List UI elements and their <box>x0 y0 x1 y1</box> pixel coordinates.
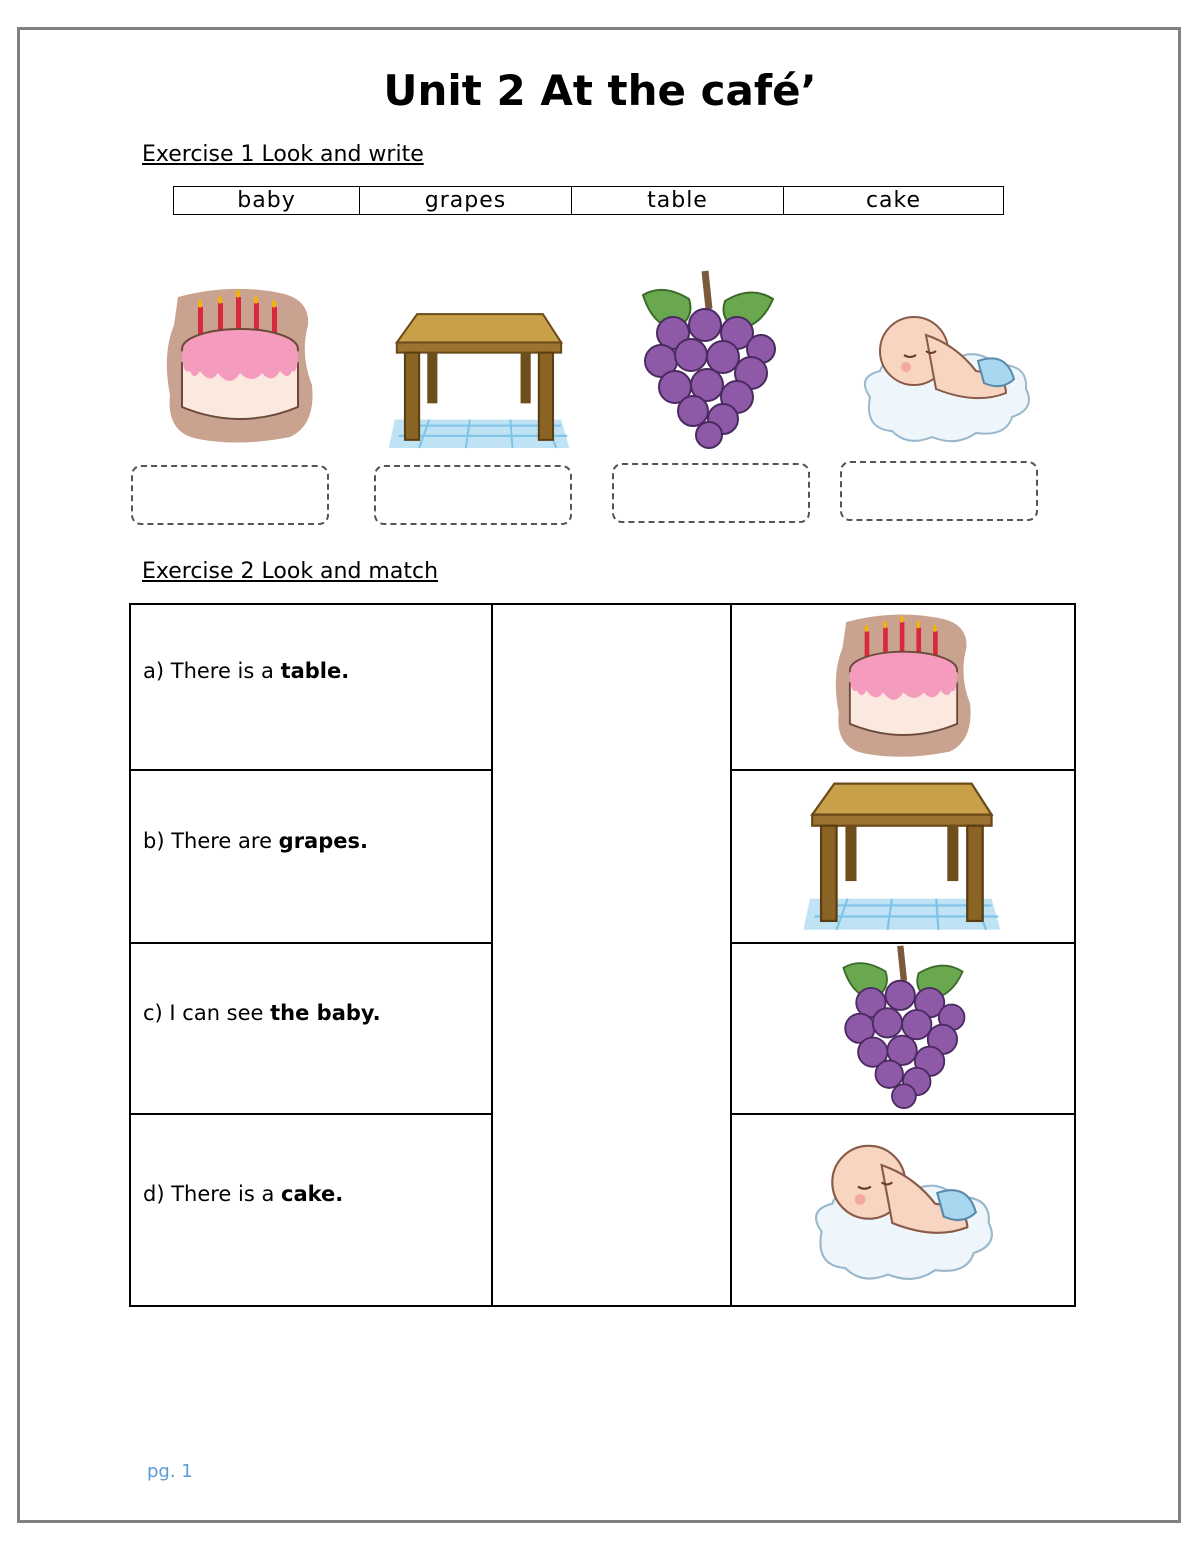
baby-icon <box>856 305 1036 445</box>
sentence-c <box>130 943 492 1114</box>
matching-space[interactable] <box>492 604 731 1306</box>
word-bank-item: grapes <box>360 187 572 215</box>
match-picture-cell[interactable] <box>731 604 1075 770</box>
sentence-text: b) There are <box>143 828 279 853</box>
sentence-keyword: the baby. <box>270 1000 381 1025</box>
page-title: Unit 2 At the café’ <box>383 66 817 115</box>
answer-box-grapes[interactable] <box>612 463 810 523</box>
word-bank-item: cake <box>784 187 1004 215</box>
word-bank-item: table <box>572 187 784 215</box>
match-picture-cell[interactable] <box>731 943 1075 1114</box>
cake-icon <box>160 285 320 445</box>
sentence-keyword: cake. <box>281 1182 344 1206</box>
baby-icon <box>805 1133 1001 1283</box>
table-icon <box>803 777 1003 932</box>
match-picture-cell[interactable] <box>731 1114 1075 1306</box>
answer-box-table[interactable] <box>374 465 572 525</box>
cake-icon <box>826 611 981 759</box>
sentence-text: a) There is a <box>143 659 281 683</box>
sentence-d <box>130 1114 492 1306</box>
exercise-2-heading: Exercise 2 Look and match <box>142 559 439 584</box>
answer-box-cake[interactable] <box>131 465 329 525</box>
grapes-icon <box>633 268 783 450</box>
page-number: pg. 1 <box>147 1461 193 1482</box>
sentence-text: d) There is a <box>143 1182 282 1206</box>
sentence-keyword: table. <box>280 659 350 683</box>
grapes-icon <box>833 944 973 1109</box>
answer-box-baby[interactable] <box>840 461 1038 521</box>
exercise-1-heading: Exercise 1 Look and write <box>142 142 424 167</box>
sentence-text: c) I can see <box>143 1000 271 1025</box>
sentence-b <box>130 770 492 943</box>
match-table <box>129 603 1076 1307</box>
sentence-a <box>130 604 492 770</box>
match-picture-cell[interactable] <box>731 770 1075 943</box>
sentence-keyword: grapes. <box>278 828 368 853</box>
table-icon <box>385 308 575 450</box>
word-bank-item: baby <box>174 187 360 215</box>
word-bank <box>173 186 1004 215</box>
